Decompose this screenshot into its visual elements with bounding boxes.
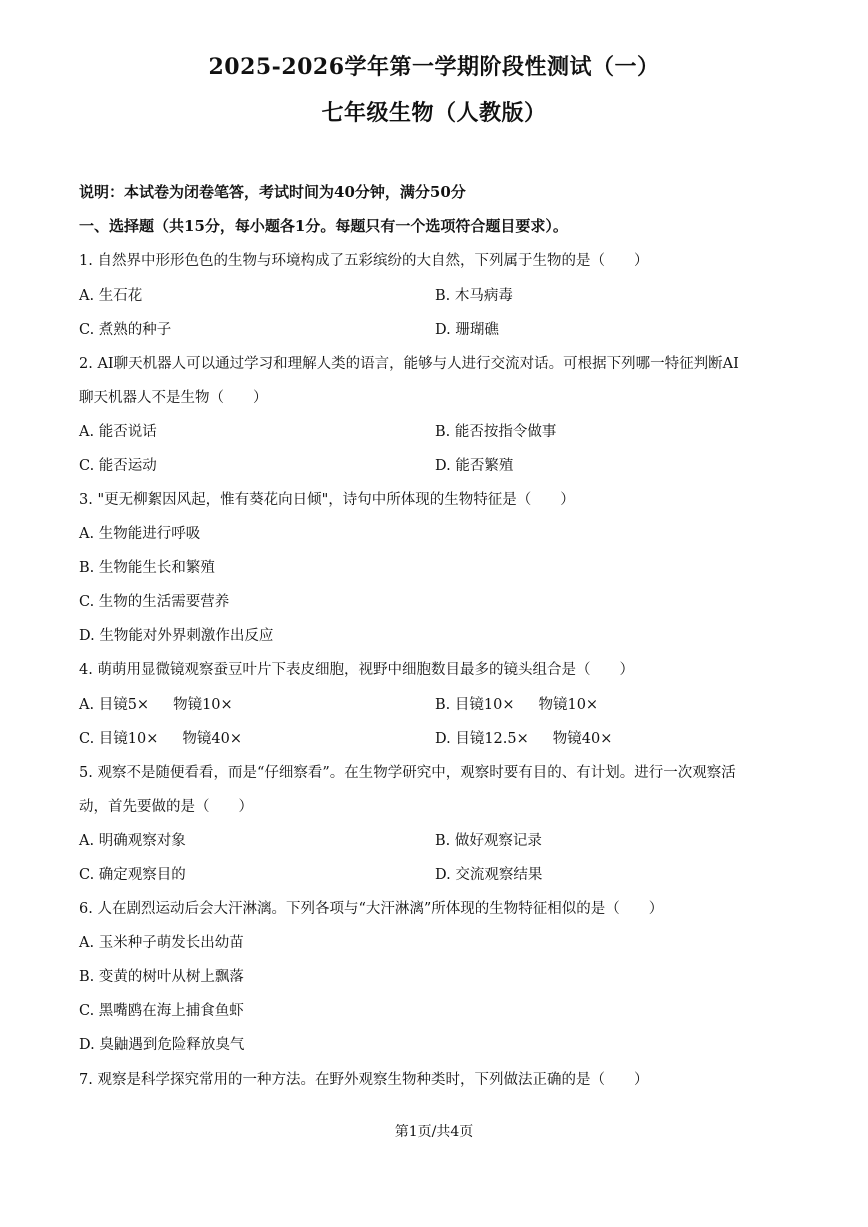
q6-option-d: D. 臭鼬遇到危险释放臭气 xyxy=(79,1037,245,1053)
exam-subtitle: 七年级生物（人教版） xyxy=(321,100,547,126)
q6-option-b: B. 变黄的树叶从树上飘落 xyxy=(79,969,244,985)
q4-option-c-eyepiece: C. 目镜10× xyxy=(79,731,159,747)
q3-option-a: A. 生物能进行呼吸 xyxy=(79,526,201,542)
instructions: 说明：本试卷为闭卷笔答，考试时间为40分钟，满分50分 xyxy=(79,183,466,201)
question-3-stem: 3. "更无柳絮因风起，惟有葵花向日倾"，诗句中所体现的生物特征是（ ） xyxy=(79,492,575,508)
section-heading: 一、选择题（共15分，每小题各1分。每题只有一个选项符合题目要求）。 xyxy=(79,217,568,235)
q4-option-d-eyepiece: D. 目镜12.5× xyxy=(435,731,529,747)
q4-option-c xyxy=(79,727,242,748)
page-number: 第1页/共4页 xyxy=(394,1124,474,1140)
q4-option-b-eyepiece: B. 目镜10× xyxy=(435,697,515,713)
q3-option-b: B. 生物能生长和繁殖 xyxy=(79,560,215,576)
q3-option-d: D. 生物能对外界刺激作出反应 xyxy=(79,628,274,644)
q5-option-b: B. 做好观察记录 xyxy=(435,833,542,849)
exam-title: 2025-2026学年第一学期阶段性测试（一） xyxy=(208,54,660,80)
q4-option-d-objective: 物镜40× xyxy=(552,731,613,747)
q1-option-c: C. 煮熟的种子 xyxy=(79,322,172,338)
q2-option-c: C. 能否运动 xyxy=(79,458,157,474)
q2-option-b: B. 能否按指令做事 xyxy=(435,424,557,440)
q4-option-d xyxy=(435,727,612,748)
q4-option-a xyxy=(79,693,233,714)
q5-option-a: A. 明确观察对象 xyxy=(79,833,186,849)
question-2-stem-line1: 2. AI聊天机器人可以通过学习和理解人类的语言，能够与人进行交流对话。可根据下列哪一特征判断AI xyxy=(79,356,739,372)
q6-option-c: C. 黑嘴鸥在海上捕食鱼虾 xyxy=(79,1003,244,1019)
q1-option-a: A. 生石花 xyxy=(79,288,143,304)
q4-option-a-eyepiece: A. 目镜5× xyxy=(79,697,150,713)
q1-option-b: B. 木马病毒 xyxy=(435,288,513,304)
question-6-stem: 6. 人在剧烈运动后会大汗淋漓。下列各项与“大汗淋漓”所体现的生物特征相似的是（ ） xyxy=(79,901,664,917)
question-1-stem: 1. 自然界中形形色色的生物与环境构成了五彩缤纷的大自然，下列属于生物的是（ ） xyxy=(79,253,649,269)
q4-option-c-objective: 物镜40× xyxy=(182,731,243,747)
question-2-stem-line2: 聊天机器人不是生物（ ） xyxy=(79,390,268,406)
q4-option-a-objective: 物镜10× xyxy=(173,697,233,713)
q6-option-a: A. 玉米种子萌发长出幼苗 xyxy=(79,935,244,951)
question-5-stem-line2: 动，首先要做的是（ ） xyxy=(79,799,253,815)
q4-option-b xyxy=(435,693,598,714)
q4-option-b-objective: 物镜10× xyxy=(538,697,599,713)
q5-option-d: D. 交流观察结果 xyxy=(435,867,543,883)
q5-option-c: C. 确定观察目的 xyxy=(79,867,186,883)
question-7-stem: 7. 观察是科学探究常用的一种方法。在野外观察生物种类时，下列做法正确的是（ ） xyxy=(79,1072,649,1088)
question-5-stem-line1: 5. 观察不是随便看看，而是“仔细察看”。在生物学研究中，观察时要有目的、有计划。进行一次观察活 xyxy=(79,765,736,781)
q2-option-a: A. 能否说话 xyxy=(79,424,157,440)
question-4-stem: 4. 萌萌用显微镜观察蚕豆叶片下表皮细胞，视野中细胞数目最多的镜头组合是（ ） xyxy=(79,662,634,678)
q3-option-c: C. 生物的生活需要营养 xyxy=(79,594,230,610)
q1-option-d: D. 珊瑚礁 xyxy=(435,322,499,338)
q2-option-d: D. 能否繁殖 xyxy=(435,458,514,474)
